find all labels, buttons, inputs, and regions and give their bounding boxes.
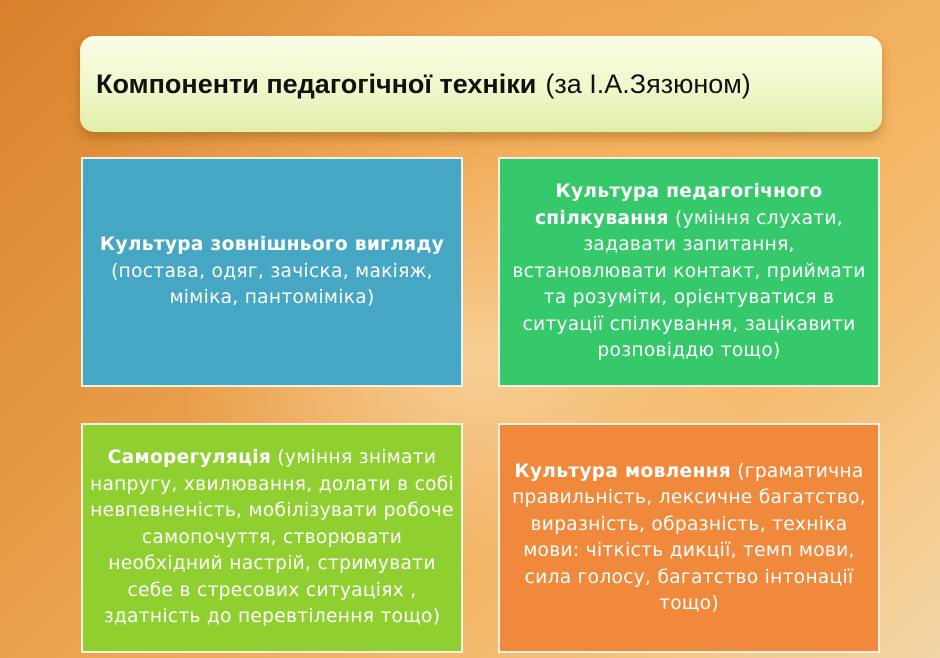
box-heading: Саморегуляція (107, 447, 272, 469)
box-content (506, 459, 872, 618)
title-text (96, 69, 751, 100)
box-content (506, 179, 872, 365)
component-box-appearance (81, 157, 463, 387)
box-heading: Культура мовлення (514, 460, 731, 482)
title-banner (80, 36, 882, 132)
box-description: (граматична правильність, лексичне багатство, виразність, образність, техніка мови: чіткість дикції, темп мови, сила голосу, багатство інтонації тощо) (512, 460, 866, 614)
box-content (89, 445, 455, 631)
component-box-communication (498, 157, 880, 387)
box-heading: Культура зовнішнього вигляду (99, 234, 445, 256)
component-box-self-regulation (81, 423, 463, 653)
box-description: (постава, одяг, зачіска, макіяж, міміка, пантоміміка) (111, 260, 433, 309)
component-box-speech (498, 423, 880, 653)
box-content (89, 232, 455, 312)
title-bold: Компоненти педагогічної техніки (96, 68, 537, 99)
box-heading: Культура педагогічного спілкування (534, 181, 823, 229)
title-author: (за І.А.Зязюном) (545, 68, 751, 99)
box-description: (уміння слухати, задавати запитання, встановлювати контакт, приймати та розуміти, орієнтуватися в ситуації спілкування, зацікавити розповіддю тощо) (512, 207, 866, 362)
box-description: (уміння знімати напругу, хвилювання, долати в собі невпевненість, мобілізувати робоче самопочуття, створювати необхідний настрій, стримувати себе в стресових ситуаціях , здатність до перевтілення тощо) (90, 447, 454, 628)
